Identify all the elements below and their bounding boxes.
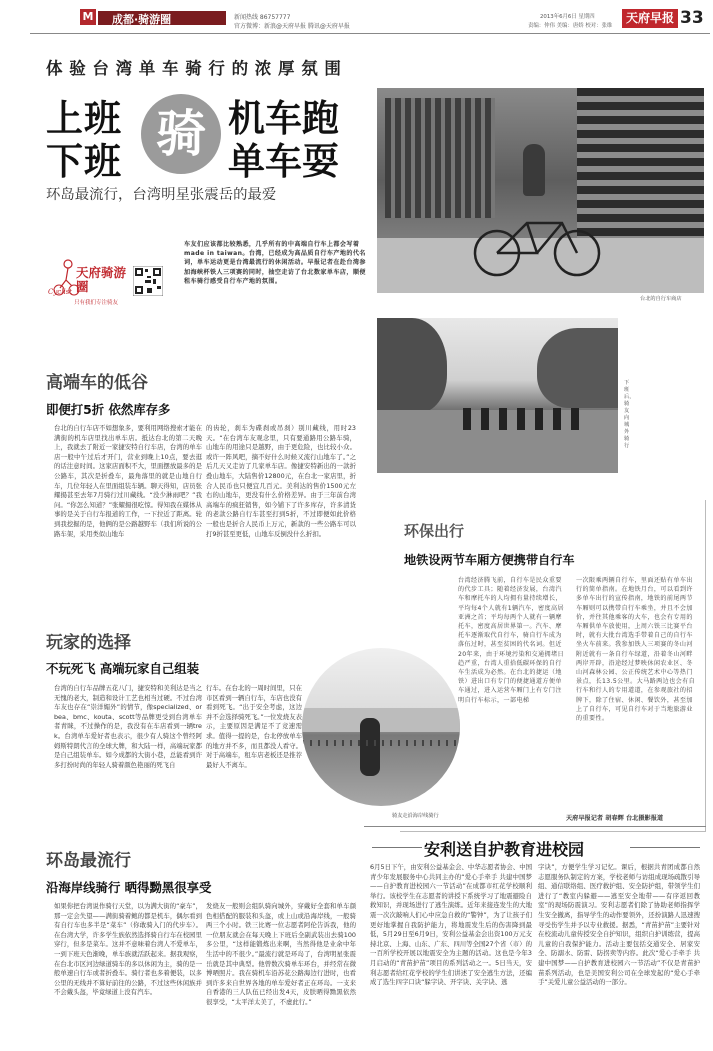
choice-column-2: 行车。在台北的一周时间里，只在市区看到一辆自行车，车店也没有看到死飞。“出于安全考虑，这边并不会选择骑死飞。”一位发烧友表示，主要原因是满足不了竞速需求。值得一提的是，台北停放单车的地方并不多，而且都没人看守。对于高端车，租车店老板还是推荐最好人不离车。 bbox=[206, 684, 302, 769]
ad-box bbox=[364, 826, 706, 1040]
coastal-ride-caption: 骑友走沿海岸线骑行 bbox=[392, 813, 439, 819]
shop-person bbox=[523, 144, 545, 196]
section-logo-mark: M bbox=[80, 9, 96, 25]
column-logo-tag: Cyclist bbox=[48, 288, 73, 296]
column-logo-sub: 只有我们专注骑友 bbox=[74, 300, 119, 306]
masthead-weibo: 官方微博：新浪@天府早报 腾讯@天府早报 bbox=[234, 23, 350, 30]
headline-kicker: 体验台湾单车骑行的浓厚氛围 bbox=[46, 59, 348, 78]
choice-column-1: 台湾的自行车品牌五花八门，捷安特和美利达是当之无愧的老大，制造和设计工艺也相当过硬。不过台湾车友也存在“崇洋媚外”的情节，像specialized、orbea、bmc、kouta、scott等品牌更受到台湾单车者青睐，不过操作的是，我没有在车店看到一辆trek。台湾单车爱好者也表示，很少有人骑这个曾经阿姆斯特朗代言的全球大牌，和大陆一样，高端玩家都是自己组装单车。如今成都的大街小巷，总能看到许多打扮时尚的年轻人骑着颜色艳丽的死飞自 bbox=[54, 684, 202, 769]
ad-title-rule-left bbox=[372, 847, 422, 848]
road-trees-left bbox=[377, 318, 447, 413]
section-subtitle-high-end: 即便打5折 依然库存多 bbox=[46, 402, 171, 417]
section-title-round-island: 环岛最流行 bbox=[46, 851, 131, 871]
bike-shop-caption: 台北的自行车商店 bbox=[640, 296, 682, 302]
masthead-editors: 责编：仲伟 美编：唐娇 校对：张维 bbox=[528, 23, 613, 29]
road-trees-right bbox=[537, 328, 618, 408]
section-subtitle-choice: 不玩死飞 高端玩家自己组装 bbox=[46, 661, 200, 676]
masthead-rule bbox=[30, 33, 710, 34]
column-logo-text: 天府骑游圈 bbox=[76, 265, 127, 294]
high-end-column-1: 台北的自行车店不如想象多，要利用网络搜索才能在满街的机车店里找出单车店。抵达台北的第二天晚上，我就去了附近一家捷安特自行车店，台湾的单车店一般中午过后才开门，营业到晚上10点，要去逛的话注意时间。这家店面积不大，里面摆放最多的是公路车，其次是折叠车，最角落里的就是山地自行车，几位年轻人在里面组装车辆。聊天得知，店员张耀揚甚至去年7月骑行过川藏线。“没少淋雨吧？”我问。“你怎么知道？”张耀揚很吃惊。得知我在媒体从事的是关于自行车报道的工作，一下拉近了距离。轮到我挖掘的是，他俩的是公路越野车（我们所说的公路车架，采用类似山地车 bbox=[54, 424, 202, 538]
road-cyclist-group bbox=[463, 408, 583, 430]
page-number: 33 bbox=[680, 8, 704, 28]
road-cyclists-photo bbox=[377, 318, 618, 473]
headline-left-line2: 下班 bbox=[46, 140, 122, 183]
ad-column-1: 6月5日下午，由安利公益基金会、中华志愿者协会、中国青少年发展服务中心共同主办的“爱心手牵手 共建中国梦——自护教育进校园六一节活动”在成都市红花学校顺利举行。该校学生在志愿者的讲授下系统学习了地震避险自救知识，并现场进行了逃生演练。近年来接连发生的大地震一次次敲响人们心中应急自救的“警钟”，为了让孩子们更好地掌握自我防护能力，将地震发生后的伤害降到最低，5月29日至6月9日，安利公益基金会出资100万元支持北京、上海、山东、广东、四川等全国27个省（市）的一百所学校开展以地震安全为主题的活动。这也是今年3月启动的“青苗护苗”项目的系列活动之一。5日当天，安利志愿者给红花学校的学生们讲述了安全逃生方法，还编成了选生四字口诀“躲字诀、开字诀、关字诀、逃 bbox=[370, 863, 532, 987]
section-title-choice: 玩家的选择 bbox=[46, 633, 131, 653]
section-title: 成都·骑游圈 bbox=[112, 13, 172, 26]
paper-name-badge: 天府早报 bbox=[622, 9, 678, 28]
column-logo bbox=[48, 252, 132, 310]
section-title-high-end: 高端车的低谷 bbox=[46, 373, 148, 393]
masthead bbox=[0, 0, 713, 34]
round-island-column-1: 如果你把台湾说作骑行天堂，以为满大街的“豪车”，那一定会失望——满街骑着鲍的都是机车，偶尔看到有自行车也多半是“菜车”（你敢骑入门的代步车）。在台湾大学，许多学生族依然选择骑自行车在校园里穿行，但多是菜车。这并不意味着台湾人不爱单车，一到下班天色渐晚，单车族就活跃起来。据我观察，在台北市区河边绿道骑车的多以休闲为主，骑的是一般单速自行车或者折叠车。骑行者也多着便装，以多公里的无线并不算好前往的公路，不过这些休闲族并不会戴头盔，毕竟绿道上没有汽车。 bbox=[54, 902, 202, 997]
eco-column-2: 一次限乘两辆自行车，里面还贴有单车出行的简单指南。在地铁月台，可以看到许多单车出行的宣传指南，地铁的前尾两节车厢则可以携带自行车乘坐，并且不会加价，并往其他乘客的大车，也会有专用的车厢供单车放使用，上周六铁三比赛平台时，就有大批台湾选手带着自己的自行车坐火车前来。我参加铁人三项赛的冬山河附近就有一条自行车绿道，沿着冬山河畔两岸开辟，沿途经过梦映休闲农业区、冬山河森林公园、公正传统艺术中心等热门景点，长13.5公里。大马路两边也会有自行车和行人的专用道道，在参观旅社的招牌下，除了住宿、休闲、餐饮外，甚至加上了自行车，可见自行车对于当地旅游业的重要性。 bbox=[576, 577, 696, 723]
section-subtitle-round-island: 沿海岸线骑行 晒得黝黑很享受 bbox=[46, 880, 212, 895]
headline-left-line1: 上班 bbox=[46, 97, 122, 140]
road-cyclists-caption: 下班后，骑友向城外骑行 bbox=[624, 380, 635, 449]
section-title-eco: 地铁设两节车厢方便携带自行车 bbox=[404, 553, 575, 567]
eco-column-1: 台湾经济腾飞前，自行车是民众重要的代步工具；随着经济发展，台湾汽车和摩托车的人均拥有量持续增长，平均每4个人就有1辆汽车，密度高居亚洲之首；平均每两个人就有一辆摩托车，密度高居世界第一。汽车、摩托车逐渐取代自行车，骑自行车成为落伍过时，甚至贫困的代名词。但近20年来，由于环境污染和交通拥堵日趋严重，台湾人重拾低碳环保的自行车生活成为必然。在台北的捷运（地铁）进出口有专门的便捷通道方便单车通过，进入运营车厢门上有专门注明自行车标示，一部电梯 bbox=[458, 577, 564, 704]
shop-shelf-left bbox=[385, 98, 495, 218]
high-end-column-2: 的齿轮，刹车为碟刹或吊刹）别川藏线，用时23天。“在台湾车友观念里，只有要通路用公路车骑，山地车的用途只是越野，由于更危险，也比较小众。或许一阵风吧，摘不好什么时候又流行山地车了。”之后几天又走访了几家单车店。像捷安特新出的一款折叠山地车，大陆售价12800元，在台北一家店里，折合人民币也只便宜几百元。美利达的售价1500元左右的山地车，更没有什么价格差异。由于三年前台湾高端车的疯狂销售，如今铺下了许多库存，许多清货的老款公路自行车甚至打到5折，不过即便如此价格一般也是折合人民币上万元，新款的一些公路车可以打9折甚至更低，山地车反倒没什么折扣。 bbox=[206, 424, 356, 538]
eco-byline: 天府早报记者 胡春辉 台北摄影报道 bbox=[566, 815, 664, 822]
ad-column-2: 字诀”，方便学生学习记忆。课后，根据共青团成都自然志愿服务队制定的方案，学校老师与访组成现场疏散引导组、通信联络组、医疗救护组、安全防护组，带领学生们进行了“教室内躲避——逃至安全地带——有序返回教室”的现场防震演习。安利志愿者们除了协助老师指挥学生安全撤离，指导学生的动作要领外，还扮演路人迅速搜寻受伤学生并予以专业救援。据悉，“青苗护苗”主要针对在校流动儿童传授安全自护知识，组织自护训练营，提高儿童的自我保护能力。活动主要包括交通安全、居家安全、防溺水、防雷、防拐卖等内容。此次“爱心手牵手 共建中国梦——自护教育进校园六一节活动”不仅是青苗护苗系列活动，也是美国安利公司在全球发起的“爱心手牵手”关爱儿童公益活动的一部分。 bbox=[538, 863, 700, 987]
coastal-rider bbox=[360, 718, 380, 776]
section-tag-eco: 环保出行 bbox=[404, 522, 465, 540]
bike-shop-photo bbox=[377, 88, 704, 293]
shop-bicycle-icon bbox=[467, 208, 607, 278]
lead-paragraph: 车友们应该都比较熟悉，几乎所有的中高端自行车上都会写着made in taiwan。台湾，已经成为高品质自行车产地的代名词，单车运动更是台湾最流行的休闲活动。早报记者在赴台湾参加海峡杯铁人三项赛的同时，抽空走访了台北数家单车店，顺便租车骑行感受自行车产地的氛围。 bbox=[184, 241, 366, 285]
ad-title: 安利送自护教育进校园 bbox=[424, 840, 585, 859]
round-island-column-2: 发烧友一般则会组队骑向城外，穿戴好全套和单车颜色相搭配的服装和头盔，或上山或沿海岸线，一般骑两三个小时。铁三比赛一位志愿者阿伦告诉我，他的一位朋友就会在每天晚上下班后全副武装出去骑100多公里，“这样能锻炼出来啊，当然得他是业余中年生活中的不很少。”最流行就是环岛了，台湾明星张震岳就是其中典型。他曾数次骑单车环台，并经常在微博晒照片。我在骑机车沿苏花公路海边行进时，也看到许多来自世界各地的单车爱好者正在环岛。一支来自香港的三人队伍已经出发4天，皮肤晒得黝黑依然很享受，“太平洋太美了，不虚此行。” bbox=[206, 902, 356, 1006]
ad-title-rule-right bbox=[630, 847, 700, 848]
qr-code-icon bbox=[133, 266, 163, 296]
masthead-hotline: 新闻热线 86757777 bbox=[234, 14, 291, 21]
headline-right-line2: 单车耍 bbox=[228, 140, 339, 183]
headline-right-line1: 机车跑 bbox=[228, 97, 339, 140]
headline-subtitle: 环岛最流行，台湾明星张震岳的最爱 bbox=[46, 187, 277, 203]
masthead-date: 2013年6月6日 星期四 bbox=[540, 14, 595, 20]
headline-center-char: 骑 bbox=[156, 104, 206, 163]
